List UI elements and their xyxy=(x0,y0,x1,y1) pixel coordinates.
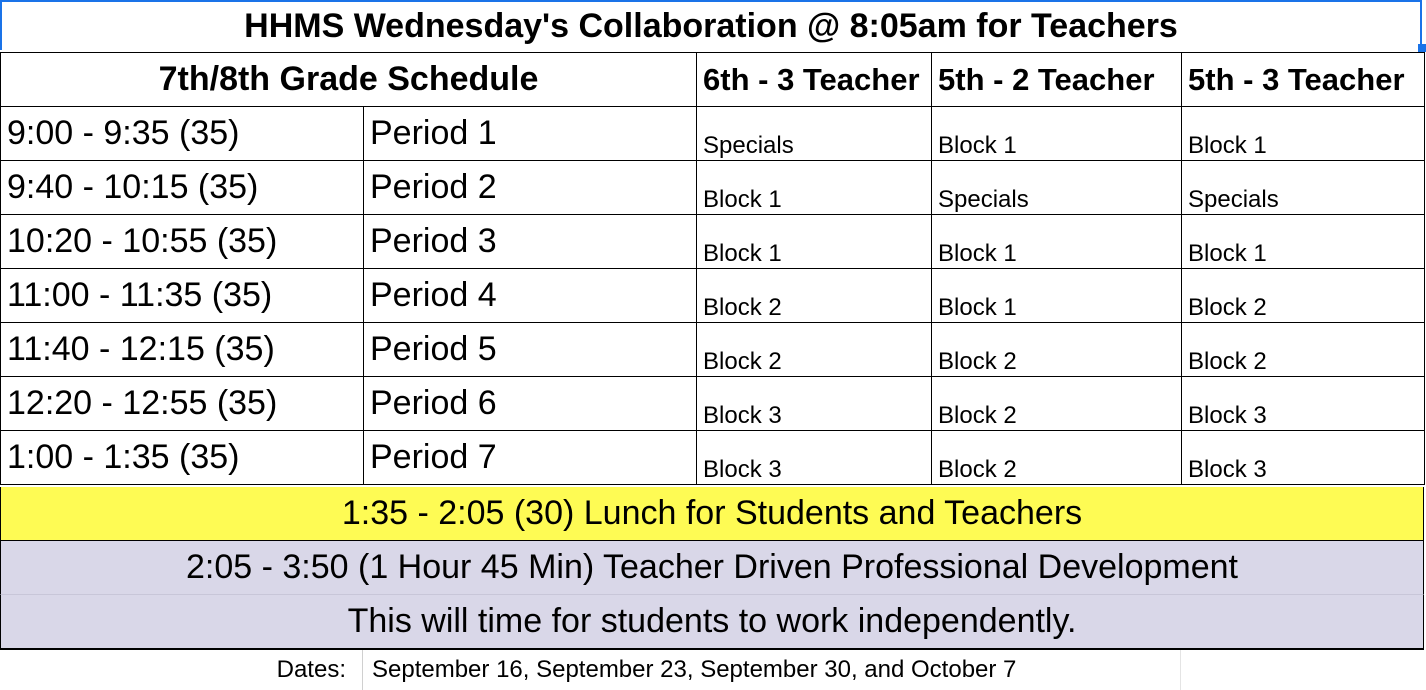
table-row xyxy=(1,323,1425,377)
period-cell[interactable]: Period 6 xyxy=(364,377,697,431)
block-cell-5th-3[interactable]: Block 2 xyxy=(1182,323,1425,377)
block-cell-6th-3[interactable]: Block 2 xyxy=(697,269,932,323)
note-text: This will time for students to work independently. xyxy=(347,602,1077,640)
block-cell-5th-3[interactable]: Block 1 xyxy=(1182,215,1425,269)
header-row xyxy=(1,53,1425,107)
block-cell-6th-3[interactable]: Block 1 xyxy=(697,161,932,215)
sheet-title-cell[interactable] xyxy=(0,0,1422,50)
block-cell-5th-3[interactable]: Block 3 xyxy=(1182,431,1425,485)
block-cell-5th-2[interactable]: Block 2 xyxy=(932,377,1182,431)
schedule-table xyxy=(0,52,1425,485)
header-grade-schedule[interactable]: 7th/8th Grade Schedule xyxy=(1,53,697,107)
block-cell-6th-3[interactable]: Block 3 xyxy=(697,431,932,485)
period-cell[interactable]: Period 5 xyxy=(364,323,697,377)
period-cell[interactable]: Period 7 xyxy=(364,431,697,485)
header-6th-3-teacher[interactable]: 6th - 3 Teacher xyxy=(697,53,932,107)
pd-text: 2:05 - 3:50 (1 Hour 45 Min) Teacher Driven Professional Development xyxy=(185,548,1238,586)
table-row xyxy=(1,269,1425,323)
time-cell[interactable]: 11:00 - 11:35 (35) xyxy=(1,269,364,323)
table-row xyxy=(1,431,1425,485)
lunch-band-cell[interactable] xyxy=(0,487,1424,541)
selection-fill-handle[interactable] xyxy=(1418,44,1426,52)
lunch-text: 1:35 - 2:05 (30) Lunch for Students and Teachers xyxy=(341,494,1083,532)
period-cell[interactable]: Period 3 xyxy=(364,215,697,269)
time-cell[interactable]: 9:40 - 10:15 (35) xyxy=(1,161,364,215)
block-cell-6th-3[interactable]: Block 1 xyxy=(697,215,932,269)
block-cell-5th-2[interactable]: Block 2 xyxy=(932,323,1182,377)
block-cell-6th-3[interactable]: Block 2 xyxy=(697,323,932,377)
cell-divider xyxy=(1180,650,1181,690)
time-cell[interactable]: 1:00 - 1:35 (35) xyxy=(1,431,364,485)
table-row xyxy=(1,161,1425,215)
cell-divider xyxy=(362,650,363,690)
block-cell-5th-3[interactable]: Block 2 xyxy=(1182,269,1425,323)
period-cell[interactable]: Period 4 xyxy=(364,269,697,323)
professional-development-cell[interactable] xyxy=(0,541,1424,595)
table-row xyxy=(1,377,1425,431)
block-cell-5th-2[interactable]: Block 1 xyxy=(932,269,1182,323)
block-cell-5th-3[interactable]: Block 1 xyxy=(1182,107,1425,161)
header-5th-3-teacher[interactable]: 5th - 3 Teacher xyxy=(1182,53,1425,107)
block-cell-5th-2[interactable]: Block 2 xyxy=(932,431,1182,485)
block-cell-6th-3[interactable]: Specials xyxy=(697,107,932,161)
table-row xyxy=(1,215,1425,269)
block-cell-5th-2[interactable]: Block 1 xyxy=(932,107,1182,161)
block-cell-5th-3[interactable]: Block 3 xyxy=(1182,377,1425,431)
period-cell[interactable]: Period 1 xyxy=(364,107,697,161)
table-row xyxy=(1,107,1425,161)
time-cell[interactable]: 9:00 - 9:35 (35) xyxy=(1,107,364,161)
block-cell-5th-3[interactable]: Specials xyxy=(1182,161,1425,215)
block-cell-5th-2[interactable]: Specials xyxy=(932,161,1182,215)
period-cell[interactable]: Period 2 xyxy=(364,161,697,215)
header-5th-2-teacher[interactable]: 5th - 2 Teacher xyxy=(932,53,1182,107)
block-cell-6th-3[interactable]: Block 3 xyxy=(697,377,932,431)
dates-row xyxy=(0,650,1426,690)
dates-label[interactable]: Dates: xyxy=(276,656,346,683)
sheet-title: HHMS Wednesday's Collaboration @ 8:05am for Teachers xyxy=(244,6,1178,45)
note-cell[interactable] xyxy=(0,595,1424,650)
time-cell[interactable]: 10:20 - 10:55 (35) xyxy=(1,215,364,269)
block-cell-5th-2[interactable]: Block 1 xyxy=(932,215,1182,269)
dates-value[interactable]: September 16, September 23, September 30, and October 7 xyxy=(372,656,1017,683)
time-cell[interactable]: 11:40 - 12:15 (35) xyxy=(1,323,364,377)
time-cell[interactable]: 12:20 - 12:55 (35) xyxy=(1,377,364,431)
